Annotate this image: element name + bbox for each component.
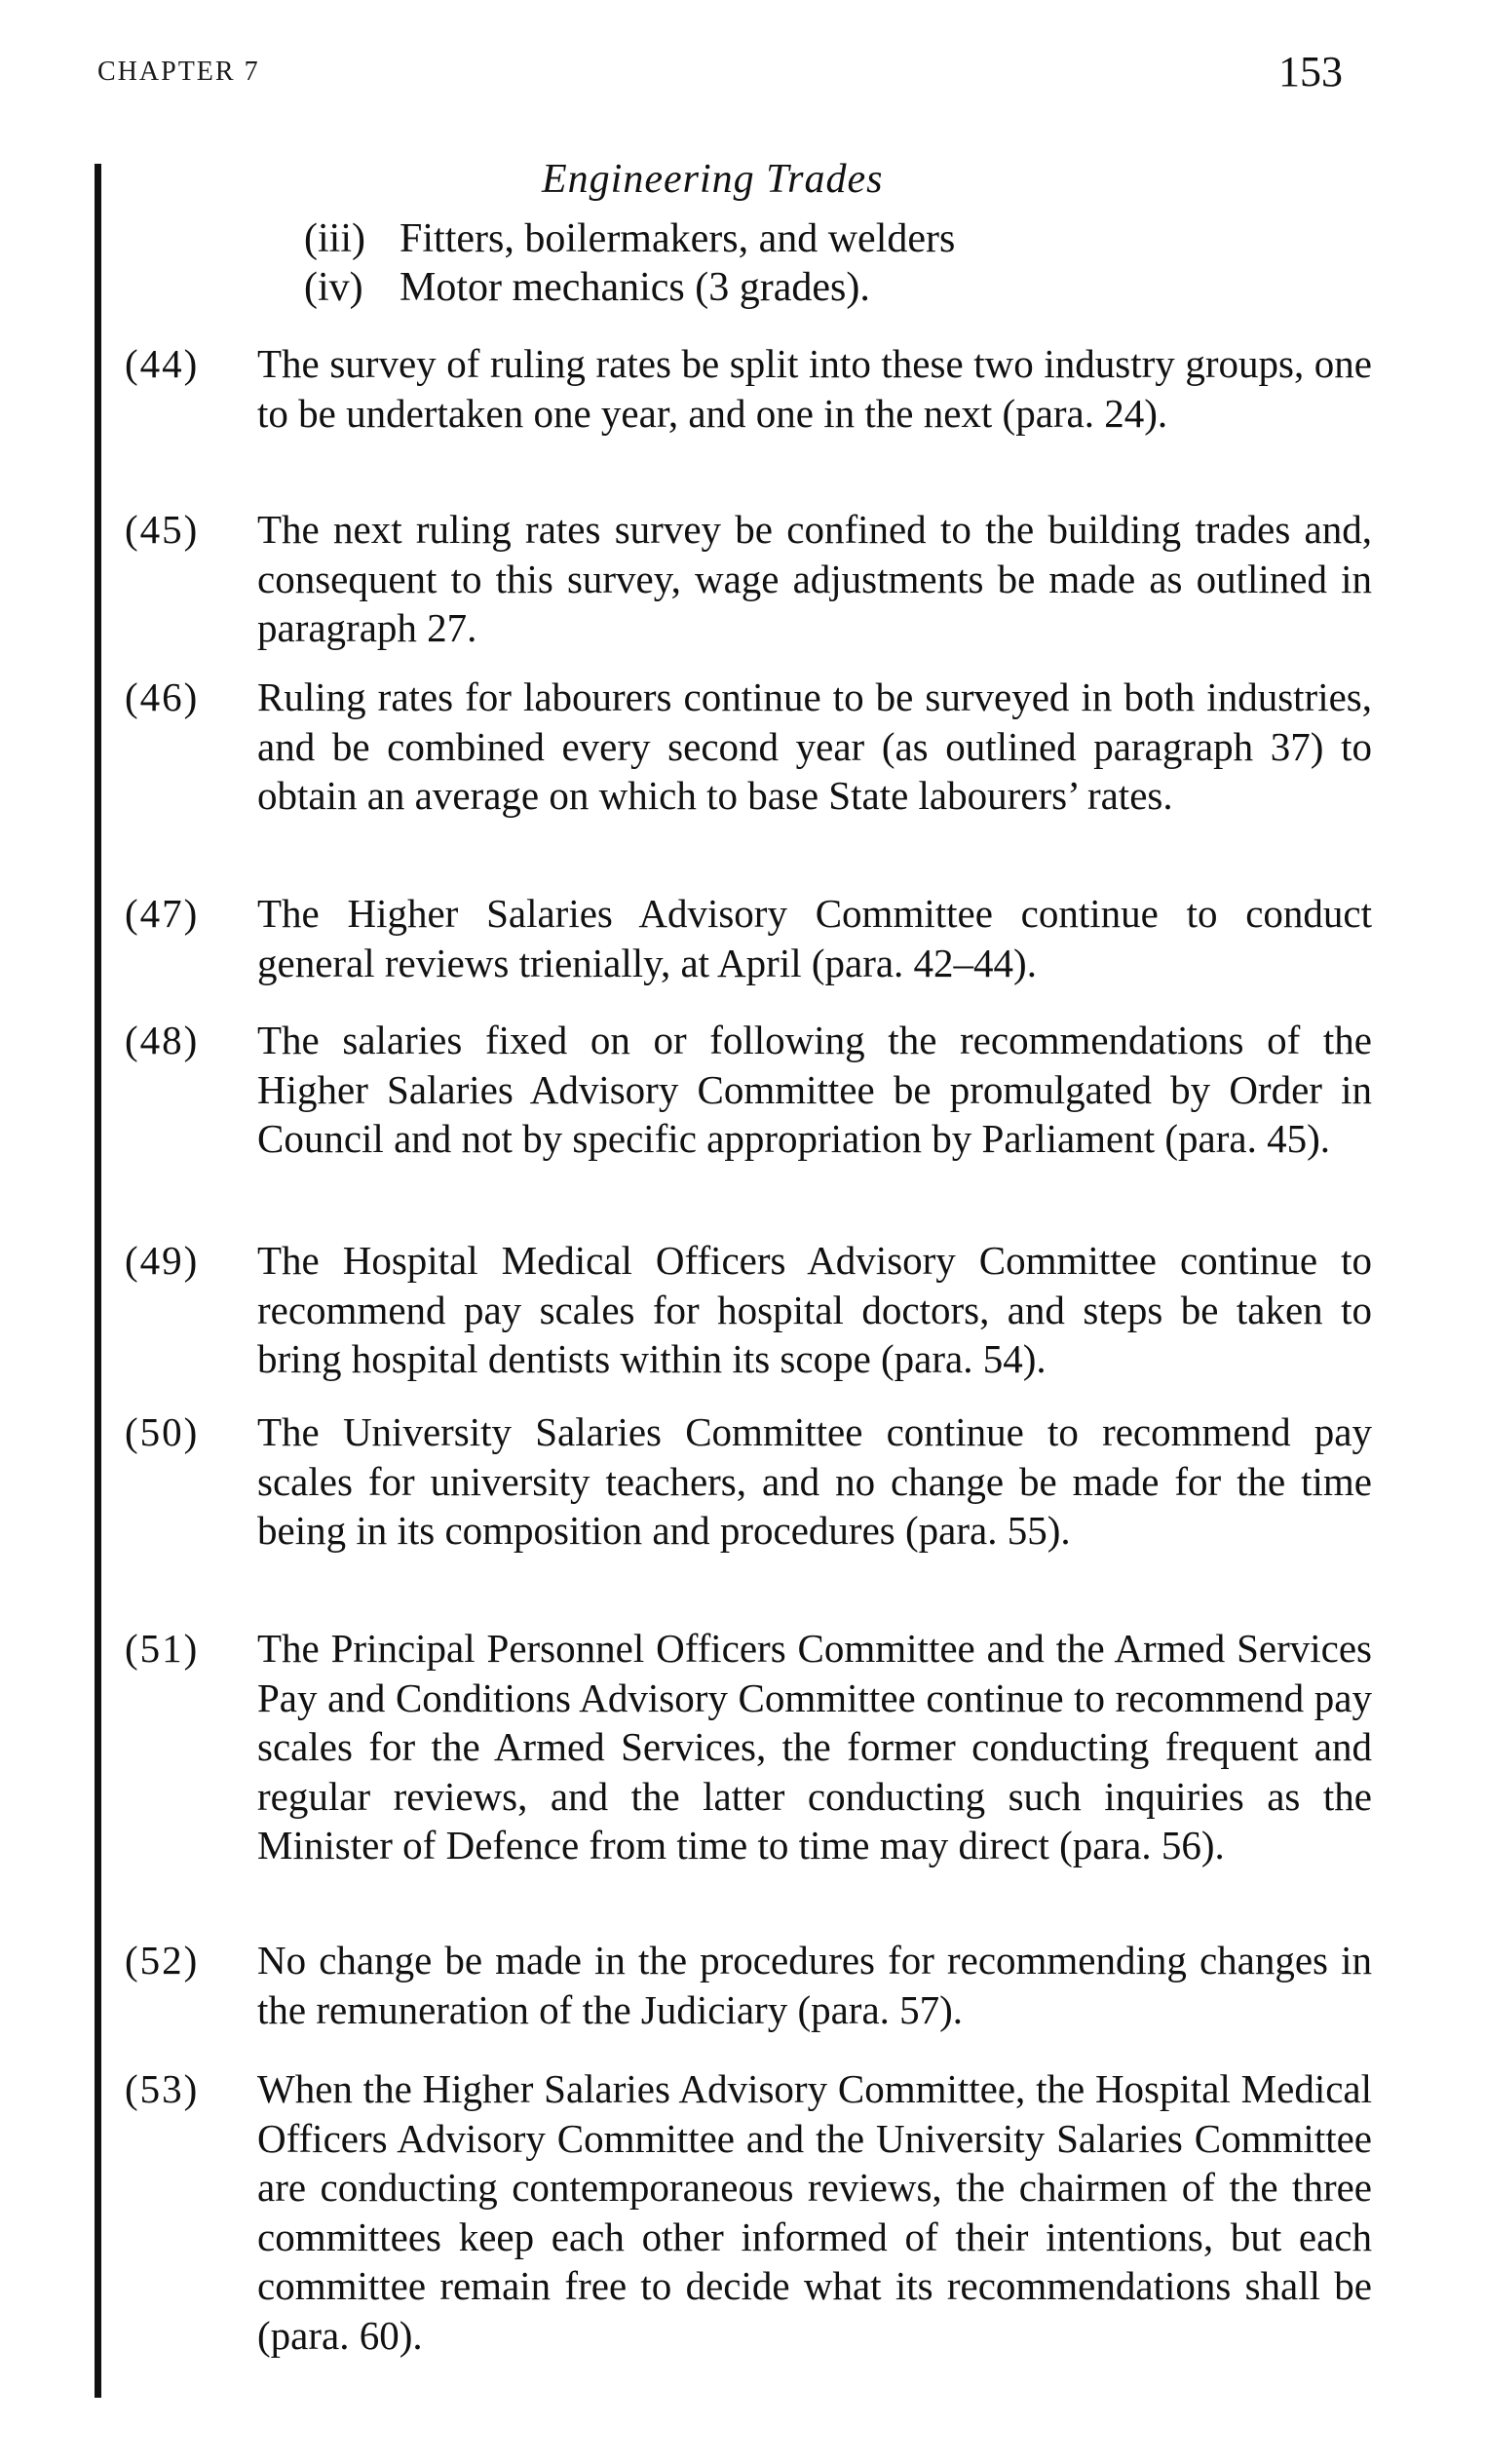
- recommendation-text: The Principal Personnel Officers Committee and the Armed Services Pay and Conditions Advisory Committee continue to recommend pay scales for the Armed Services, the former conducting frequent and regular reviews, and the latter conducting such inquiries as the Minister of Defence from time to time may direct (para. 56).: [257, 1626, 1372, 1867]
- recommendation-text: The survey of ruling rates be split into these two industry groups, one to be undertaken one year, and one in the next (para. 24).: [257, 341, 1372, 436]
- trade-item: [304, 263, 870, 312]
- recommendation-number: (52): [125, 1938, 200, 1983]
- trade-number: (iii): [304, 216, 365, 261]
- recommendation-44: [125, 339, 1372, 438]
- trade-text: Motor mechanics (3 grades).: [400, 265, 870, 310]
- recommendation-49: [125, 1236, 1372, 1384]
- recommendation-52: [125, 1936, 1372, 2034]
- recommendation-number: (48): [125, 1018, 200, 1062]
- recommendation-text: No change be made in the procedures for recommending changes in the remuneration of the Judiciary (para. 57).: [257, 1938, 1372, 2032]
- recommendation-number: (44): [125, 341, 200, 386]
- recommendation-text: Ruling rates for labourers continue to be surveyed in both industries, and be combined every second year (as outlined paragraph 37) to obtain an average on which to base State labourers’ rates.: [257, 674, 1372, 818]
- recommendation-number: (53): [125, 2066, 200, 2111]
- recommendation-text: The Higher Salaries Advisory Committee continue to conduct general reviews trienially, at April (para. 42–44).: [257, 891, 1372, 985]
- chapter-label: CHAPTER 7: [97, 57, 260, 87]
- recommendation-number: (51): [125, 1626, 200, 1671]
- recommendation-text: The University Salaries Committee continue to recommend pay scales for university teachers, and no change be made for the time being in its composition and procedures (para. 55).: [257, 1409, 1372, 1553]
- recommendation-50: [125, 1407, 1372, 1556]
- recommendation-number: (49): [125, 1238, 200, 1283]
- recommendation-text: The salaries fixed on or following the recommendations of the Higher Salaries Advisory Committee be promulgated by Order in Council and not by specific appropriation by Parliament (para. 45).: [257, 1018, 1372, 1161]
- recommendation-51: [125, 1624, 1372, 1870]
- recommendation-53: [125, 2064, 1372, 2360]
- recommendation-48: [125, 1016, 1372, 1164]
- margin-revision-bar: [95, 164, 101, 2398]
- recommendation-number: (47): [125, 891, 200, 936]
- recommendation-47: [125, 889, 1372, 987]
- recommendation-number: (45): [125, 507, 200, 552]
- page-number: 153: [1278, 48, 1343, 96]
- recommendation-46: [125, 673, 1372, 821]
- recommendation-45: [125, 505, 1372, 653]
- trade-item: [304, 214, 955, 263]
- recommendation-text: The Hospital Medical Officers Advisory Committee continue to recommend pay scales for hospital doctors, and steps be taken to bring hospital dentists within its scope (para. 54).: [257, 1238, 1372, 1381]
- recommendation-number: (46): [125, 674, 200, 719]
- recommendation-number: (50): [125, 1409, 200, 1454]
- trade-number: (iv): [304, 265, 363, 310]
- trade-text: Fitters, boilermakers, and welders: [400, 216, 956, 261]
- recommendation-text: The next ruling rates survey be confined to the building trades and, consequent to this survey, wage adjustments be made as outlined in paragraph 27.: [257, 507, 1372, 650]
- recommendation-text: When the Higher Salaries Advisory Committee, the Hospital Medical Officers Advisory Committee and the University Salaries Committee are conducting contemporaneous reviews, the chairmen of the three committees keep each other informed of their intentions, but each committee remain free to decide what its recommendations shall be (para. 60).: [257, 2066, 1372, 2358]
- section-heading: Engineering Trades: [542, 157, 884, 202]
